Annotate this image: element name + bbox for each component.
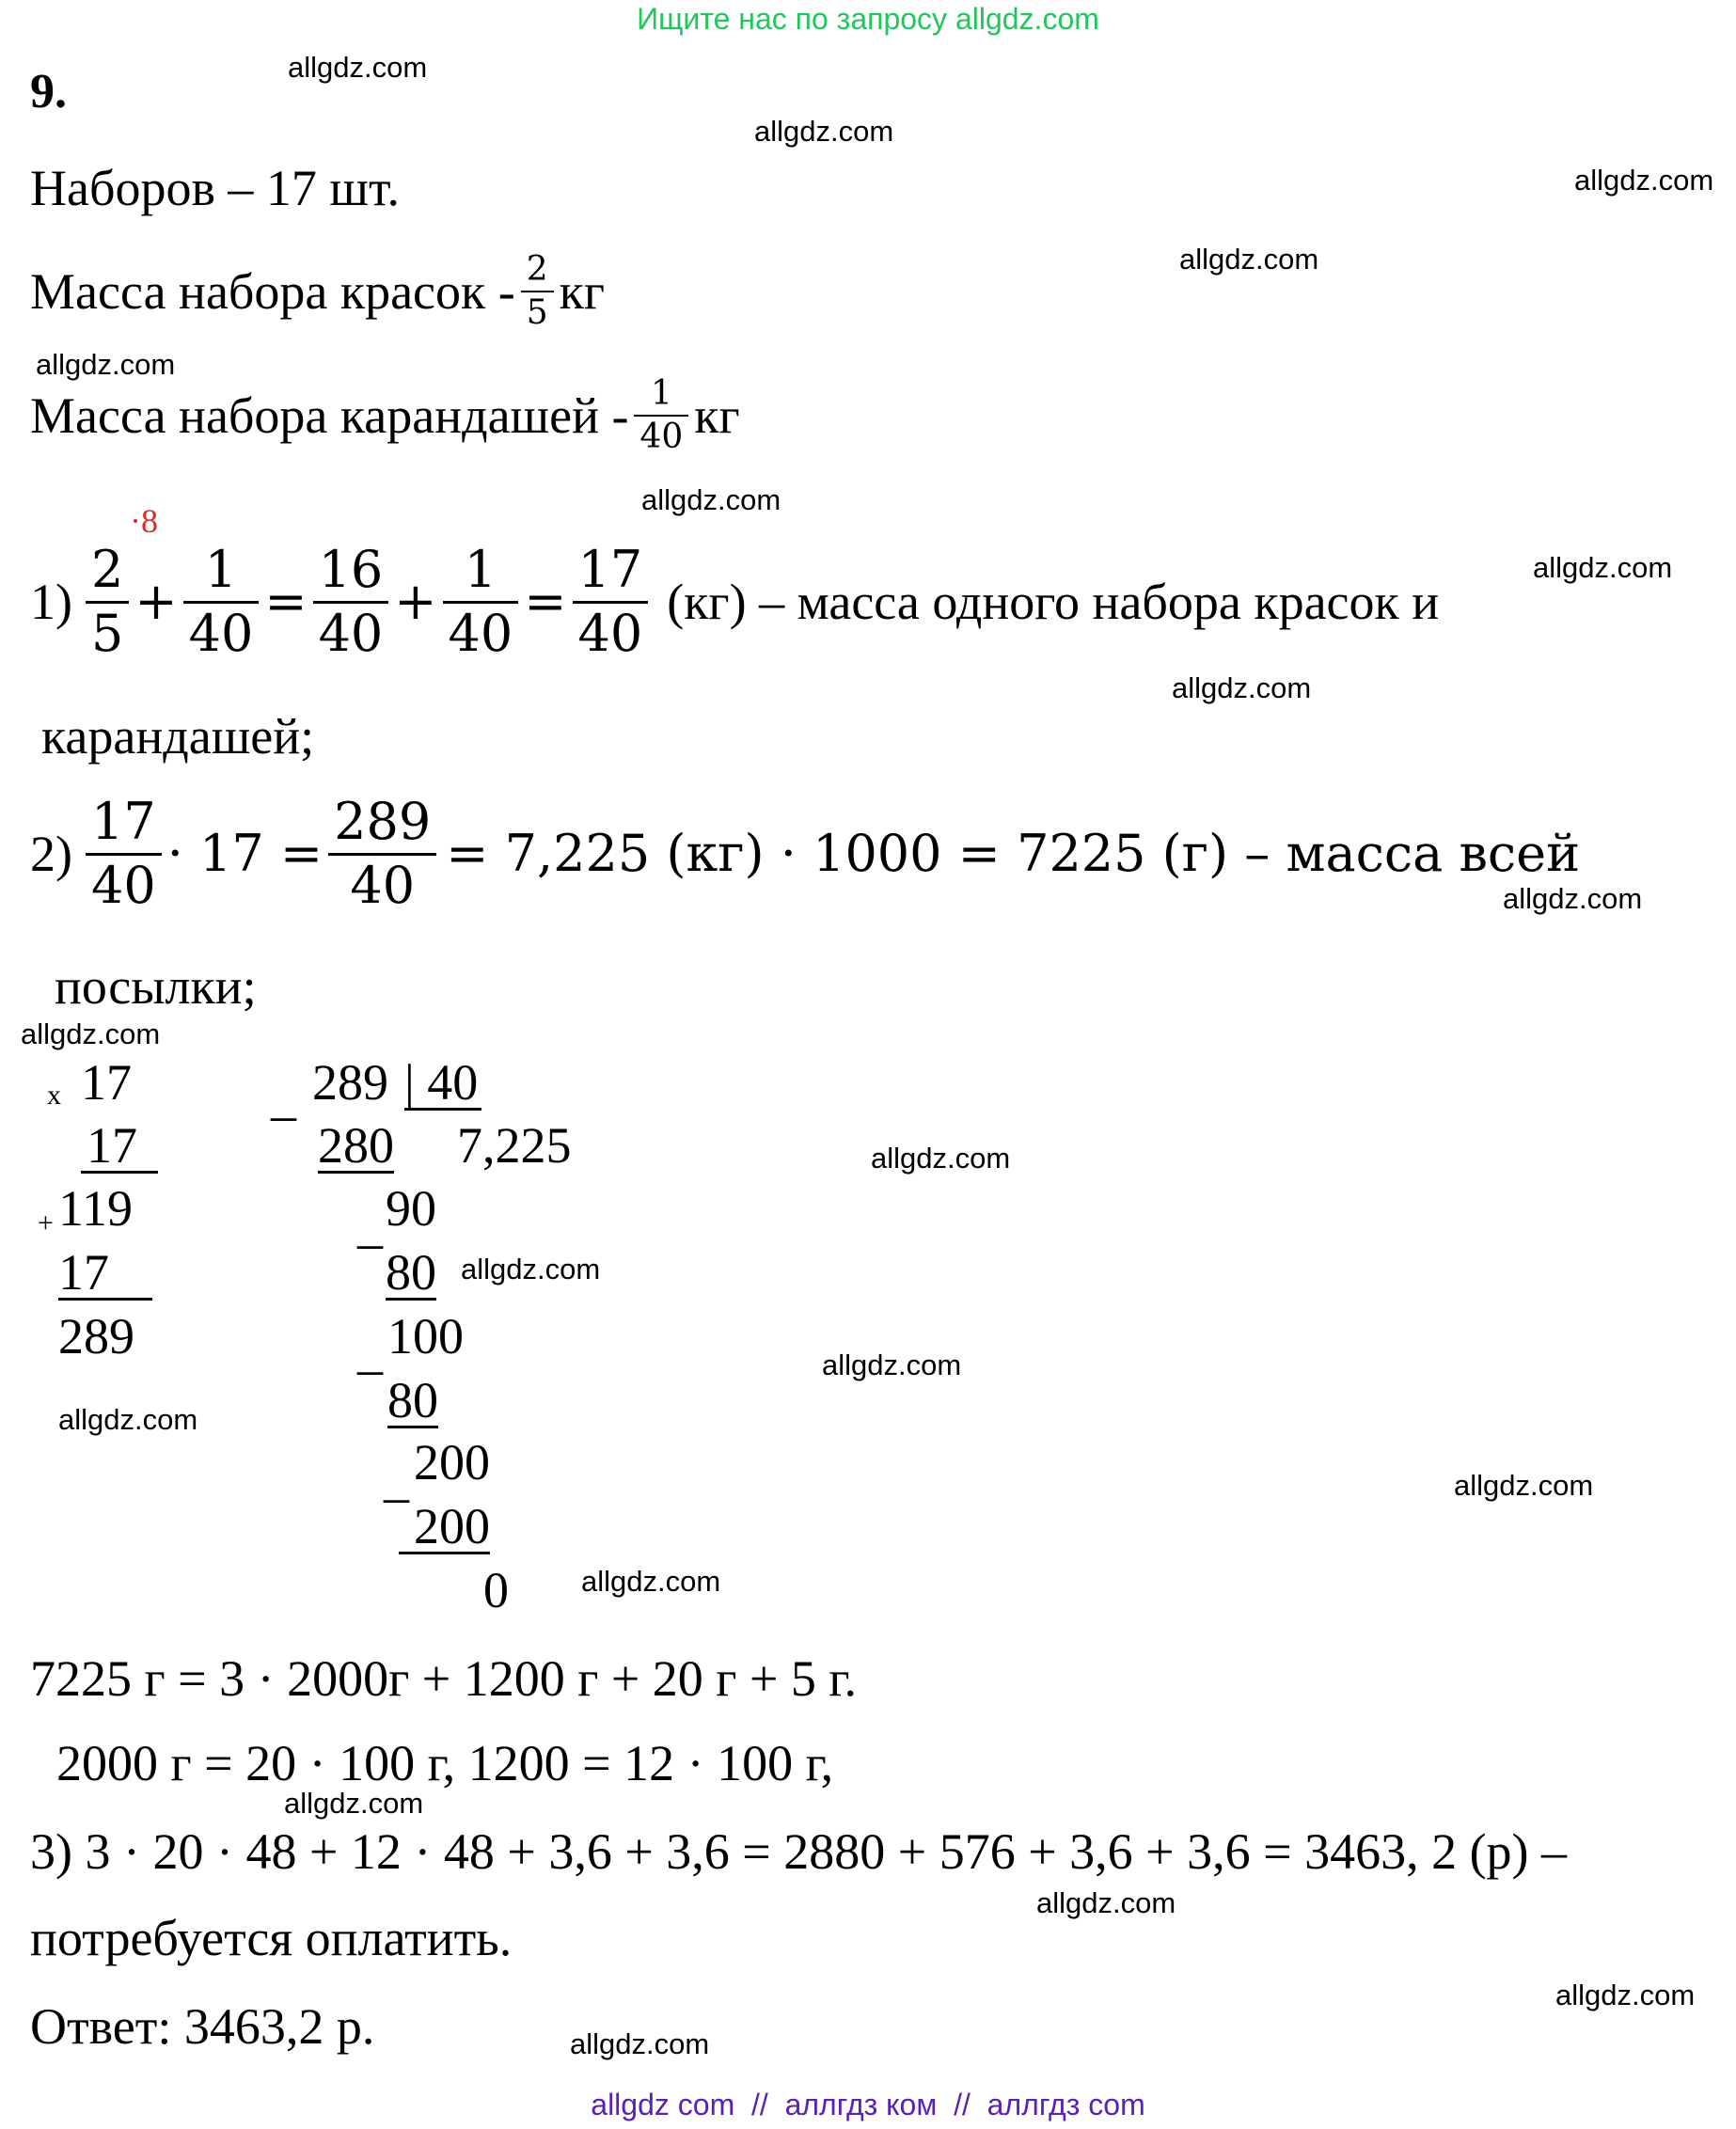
- mult-result: 289: [58, 1308, 134, 1364]
- step1-label: 1): [30, 574, 72, 631]
- step1-multiplier: ·8: [130, 502, 158, 540]
- div-s3-value: 80: [387, 1372, 438, 1428]
- fraction-bar: [634, 415, 688, 417]
- frac-den: 40: [188, 603, 254, 663]
- watermark: allgdz.com: [58, 1403, 198, 1436]
- watermark: allgdz.com: [581, 1565, 721, 1598]
- mult-p2-value: 17: [58, 1244, 109, 1301]
- div-s1-value: 280: [318, 1117, 394, 1174]
- frac-num: 2: [90, 540, 124, 599]
- plus-sign: +: [394, 572, 437, 632]
- frac-den: 5: [90, 603, 124, 663]
- step2-frac2: [328, 792, 436, 915]
- mult-b-underlined: [81, 1117, 158, 1174]
- div-s1-underlined: [318, 1117, 394, 1174]
- step1-frac1: [86, 540, 129, 663]
- plus-sign-column: +: [38, 1207, 54, 1238]
- fraction-bar: [521, 291, 554, 292]
- pencils-den: 40: [639, 417, 684, 456]
- step2-equation: [30, 792, 1581, 915]
- div-s4: [399, 1498, 490, 1554]
- frac-den: 40: [350, 855, 416, 915]
- step1-frac4: [443, 540, 519, 663]
- div-s2-underlined: [386, 1244, 436, 1301]
- step2-tail: = 7,225 (кг) · 1000 = 7225 (г) – масса всей: [446, 824, 1581, 884]
- watermark: allgdz.com: [1533, 551, 1673, 584]
- paints-den: 5: [526, 292, 548, 332]
- watermark: allgdz.com: [641, 483, 781, 516]
- watermark: allgdz.com: [871, 1142, 1011, 1175]
- footer-links: allgdz com // аллгдз ком // аллгдз com: [591, 2088, 1145, 2121]
- div-minus: _: [271, 1069, 296, 1126]
- frac-den: 40: [90, 855, 156, 915]
- step2-tail2: посылки;: [55, 958, 257, 1015]
- mult-sign: x: [47, 1080, 61, 1111]
- step1-equation: [30, 540, 1440, 663]
- frac-den: 40: [318, 603, 384, 663]
- div-r2: 100: [387, 1308, 464, 1364]
- div-r3: 200: [414, 1434, 490, 1490]
- frac-num: 1: [464, 540, 497, 599]
- div-s3-underlined: [387, 1372, 438, 1428]
- given-pencils: [30, 376, 740, 455]
- plus-sign: +: [134, 572, 178, 632]
- div-r1: 90: [386, 1180, 436, 1237]
- div-divisor-underlined: [404, 1054, 481, 1111]
- div-minus-3: _: [357, 1323, 383, 1380]
- div-s1: [318, 1117, 394, 1174]
- watermark: allgdz.com: [284, 1787, 424, 1820]
- frac-num: 1: [204, 540, 238, 599]
- div-remainder: 0: [483, 1562, 509, 1618]
- watermark: allgdz.com: [21, 1017, 161, 1050]
- paints-num: 2: [526, 250, 548, 289]
- paints-fraction: [521, 252, 554, 331]
- frac-num: 17: [577, 540, 643, 599]
- step1-frac3: [313, 540, 389, 663]
- equals-sign: =: [264, 572, 308, 632]
- div-minus-2: _: [357, 1197, 383, 1254]
- given-pencils-label: Масса набора карандашей -: [30, 386, 629, 444]
- div-s4-value: 200: [414, 1498, 490, 1554]
- frac-num: 17: [90, 792, 156, 851]
- watermark: allgdz.com: [822, 1348, 962, 1381]
- step1-frac5: [573, 540, 649, 663]
- pencils-fraction: [634, 376, 688, 455]
- mult-p2: [58, 1244, 152, 1301]
- header-banner: Ищите нас по запросу allgdz.com: [637, 2, 1099, 36]
- watermark: allgdz.com: [1555, 1979, 1696, 2011]
- watermark: allgdz.com: [1179, 243, 1319, 276]
- div-divisor: [404, 1054, 481, 1111]
- unit-kg: кг: [559, 262, 606, 320]
- watermark: allgdz.com: [288, 51, 428, 84]
- step1-frac2: [183, 540, 260, 663]
- given-paints: [30, 252, 605, 331]
- frac-num: 16: [318, 540, 384, 599]
- unit-kg: кг: [694, 386, 740, 444]
- watermark: allgdz.com: [1454, 1469, 1594, 1502]
- watermark: allgdz.com: [36, 348, 176, 381]
- watermark: allgdz.com: [570, 2027, 710, 2060]
- mult-a: 17: [81, 1054, 132, 1111]
- answer: Ответ: 3463,2 р.: [30, 1998, 375, 2055]
- div-dividend: 289: [312, 1054, 388, 1111]
- step2-label: 2): [30, 826, 72, 883]
- step1-tail: (кг) – масса одного набора красок и: [667, 574, 1440, 631]
- given-paints-label: Масса набора красок -: [30, 262, 515, 320]
- watermark: allgdz.com: [461, 1253, 601, 1285]
- step1-tail2: карандашей;: [41, 708, 315, 765]
- equals-sign: =: [524, 572, 567, 632]
- step3-line: 3) 3 · 20 · 48 + 12 · 48 + 3,6 + 3,6 = 2880 + 576 + 3,6 + 3,6 = 3463, 2 (р) –: [30, 1823, 1568, 1880]
- frac-num: 289: [334, 792, 432, 851]
- watermark: allgdz.com: [1503, 882, 1643, 915]
- watermark: allgdz.com: [1036, 1886, 1176, 1919]
- div-divisor-value: | 40: [404, 1054, 479, 1111]
- mult-p1: 119: [58, 1180, 133, 1237]
- div-s3: [387, 1372, 438, 1428]
- line-grams: 7225 г = 3 · 2000г + 1200 г + 20 г + 5 г.: [30, 1650, 857, 1707]
- line-decompose: 2000 г = 20 · 100 г, 1200 = 12 · 100 г,: [56, 1735, 834, 1791]
- given-sets: Наборов – 17 шт.: [30, 160, 401, 216]
- mult-p2-underlined: [58, 1244, 152, 1301]
- div-s2-value: 80: [386, 1244, 436, 1301]
- watermark: allgdz.com: [1574, 164, 1714, 197]
- div-minus-4: _: [384, 1451, 409, 1507]
- div-s2: [386, 1244, 436, 1301]
- div-s4-underlined: [399, 1498, 490, 1554]
- step2-frac1: [86, 792, 162, 915]
- task-number: 9.: [30, 65, 67, 118]
- mult-b-value: 17: [87, 1117, 137, 1174]
- frac-den: 40: [448, 603, 513, 663]
- watermark: allgdz.com: [754, 115, 894, 148]
- step3-line2: потребуется оплатить.: [30, 1910, 513, 1966]
- watermark: allgdz.com: [1172, 671, 1312, 704]
- pencils-num: 1: [650, 374, 672, 413]
- step2-mult: · 17 =: [166, 824, 324, 884]
- mult-b: [81, 1117, 158, 1174]
- div-quotient: 7,225: [457, 1117, 572, 1174]
- frac-den: 40: [577, 603, 643, 663]
